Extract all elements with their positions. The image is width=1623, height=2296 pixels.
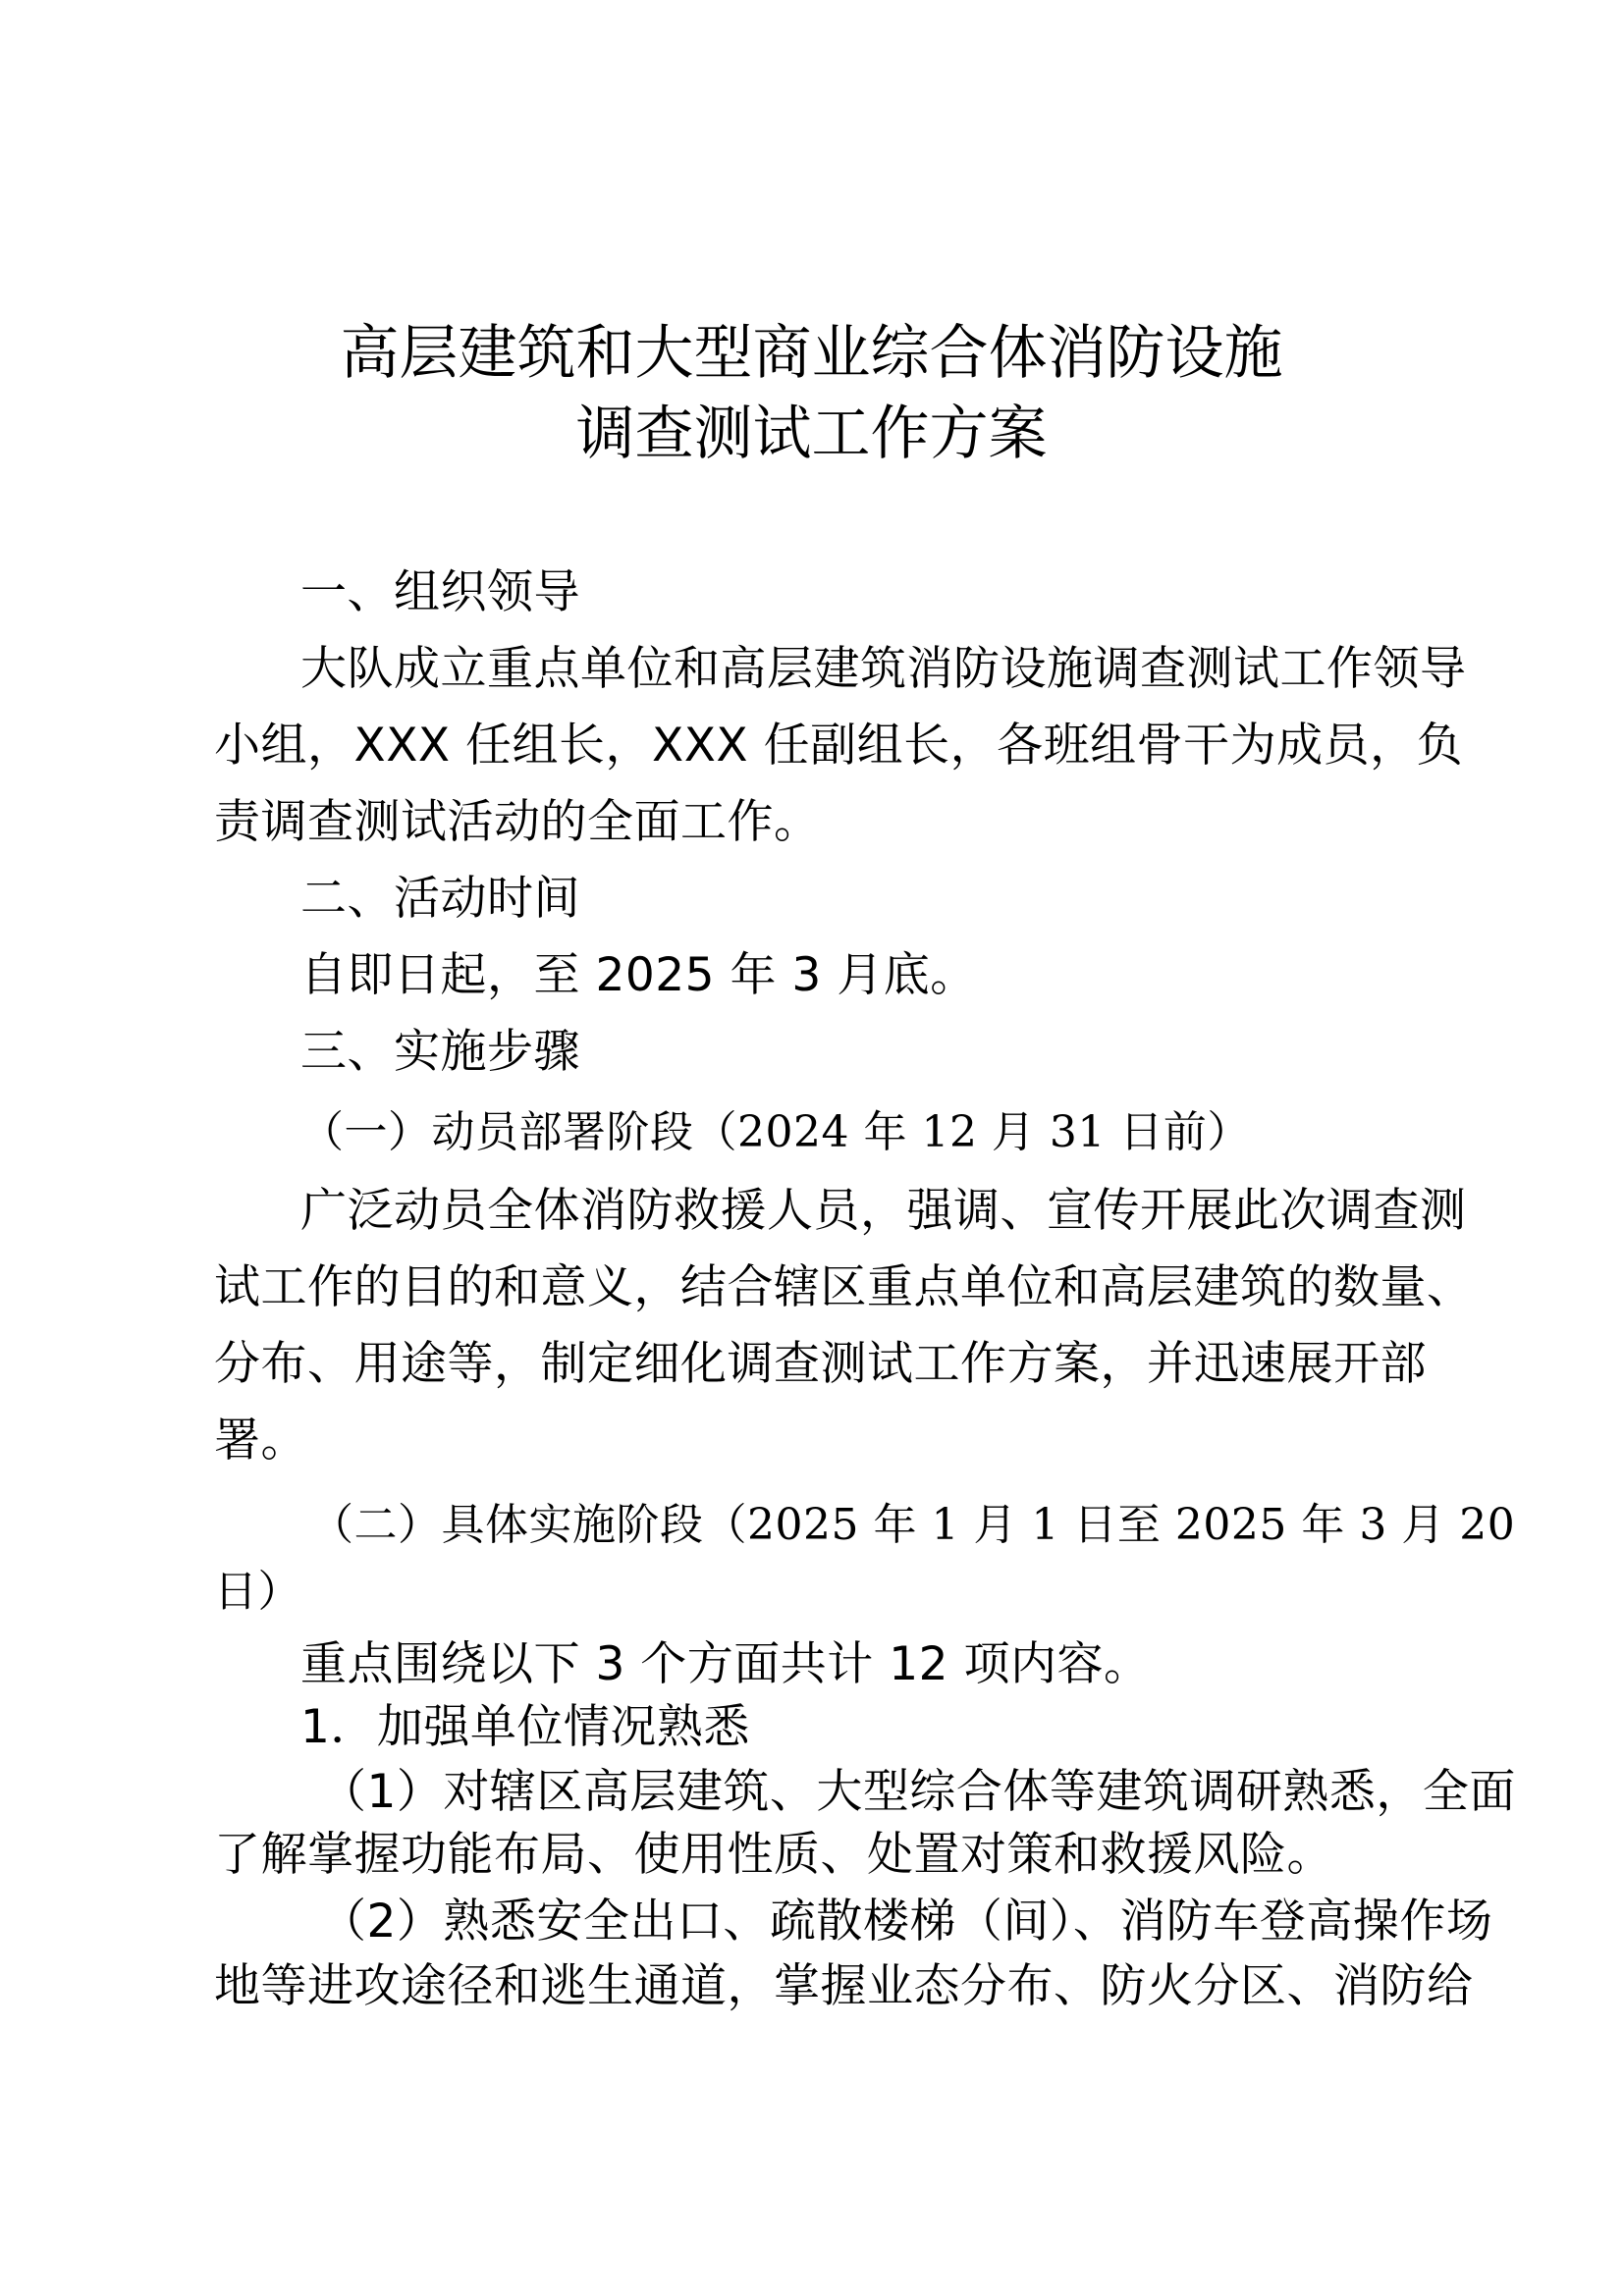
subsection-heading-mobilization: （一）动员部署阶段（2024 年 12 月 31 日前） xyxy=(300,1107,1251,1157)
section-heading-organization: 一、组织领导 xyxy=(300,565,580,619)
paragraph-line: 责调查测试活动的全面工作。 xyxy=(214,795,821,849)
list-item: （2）熟悉安全出口、疏散楼梯（间）、消防车登高操作场 xyxy=(320,1895,1493,1949)
subsection-heading-implementation: （二）具体实施阶段（2025 年 1 月 1 日至 2025 年 3 月 20 xyxy=(310,1500,1516,1550)
paragraph-line: 试工作的目的和意义，结合辖区重点单位和高层建筑的数量、 xyxy=(214,1260,1474,1314)
list-item-cont: 地等进攻途径和逃生通道，掌握业态分布、防火分区、消防给 xyxy=(214,1959,1474,2013)
paragraph-line: 分布、用途等，制定细化调查测试工作方案，并迅速展开部 xyxy=(214,1337,1427,1391)
subsection-heading-implementation-cont: 日） xyxy=(214,1567,301,1617)
item-heading-unit-familiarization: 1．加强单位情况熟悉 xyxy=(300,1700,750,1754)
paragraph-line: 署。 xyxy=(214,1414,307,1468)
list-item-cont: 了解掌握功能布局、使用性质、处置对策和救援风险。 xyxy=(214,1828,1333,1882)
paragraph-line: 广泛动员全体消防救援人员，强调、宣传开展此次调查测 xyxy=(300,1184,1467,1238)
paragraph-line: 重点围绕以下 3 个方面共计 12 项内容。 xyxy=(300,1637,1151,1691)
paragraph-line: 自即日起，至 2025 年 3 月底。 xyxy=(300,948,977,1002)
list-item: （1）对辖区高层建筑、大型综合体等建筑调研熟悉，全面 xyxy=(320,1765,1516,1819)
paragraph-line: 小组，XXX 任组长，XXX 任副组长，各班组骨干为成员，负 xyxy=(214,719,1464,773)
section-heading-time: 二、活动时间 xyxy=(300,872,580,926)
section-heading-steps: 三、实施步骤 xyxy=(300,1025,580,1079)
document-title-line-2: 调查测试工作方案 xyxy=(575,400,1048,468)
paragraph-line: 大队成立重点单位和高层建筑消防设施调查测试工作领导 xyxy=(300,642,1467,696)
document-title-line-1: 高层建筑和大型商业综合体消防设施 xyxy=(340,319,1283,388)
